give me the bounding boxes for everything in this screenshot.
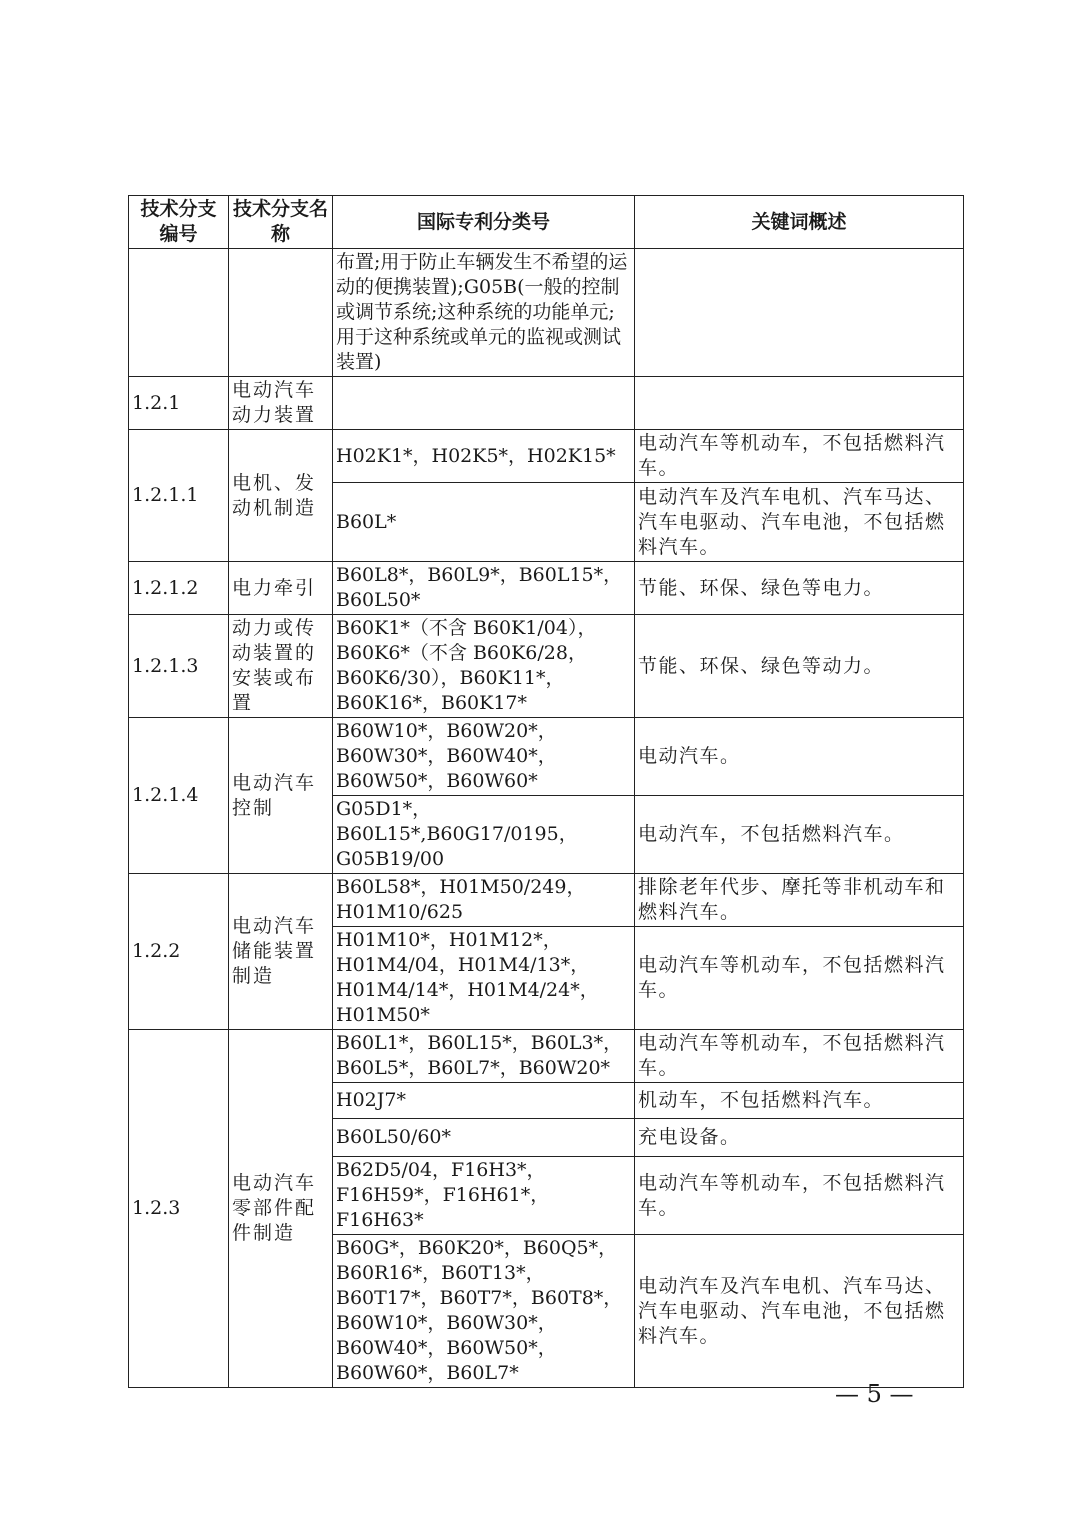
keyword-cell: 电动汽车等机动车，不包括燃料汽车。 [635,927,964,1030]
ipc-cell: B60L8*，B60L9*，B60L15*，B60L50* [333,562,635,615]
ipc-cell: G05D1*，B60L15*,B60G17/0195，G05B19/00 [333,796,635,874]
keyword-cell: 机动车，不包括燃料汽车。 [635,1083,964,1119]
keyword-cell: 电动汽车等机动车，不包括燃料汽车。 [635,1030,964,1083]
branch-name: 电力牵引 [229,562,333,615]
ipc-cell: B60L58*，H01M50/249，H01M10/625 [333,874,635,927]
ipc-classification-table [128,195,964,1388]
empty-cell [229,249,333,377]
ipc-cell: B60L1*，B60L15*，B60L3*，B60L5*，B60L7*，B60W20* [333,1030,635,1083]
table-row [129,377,964,430]
ipc-cell: B60K1*（不含 B60K1/04），B60K6*（不含 B60K6/28，B60K6/30），B60K11*，B60K16*，B60K17* [333,615,635,718]
keyword-cell: 电动汽车及汽车电机、汽车马达、汽车电驱动、汽车电池，不包括燃料汽车。 [635,1235,964,1388]
ipc-cell: 布置;用于防止车辆发生不希望的运动的便携装置);G05B(一般的控制或调节系统;这种系统的功能单元;用于这种系统或单元的监视或测试装置) [333,249,635,377]
branch-code: 1.2.1 [129,377,229,430]
empty-cell [635,249,964,377]
empty-cell [635,377,964,430]
keyword-cell: 电动汽车等机动车，不包括燃料汽车。 [635,1157,964,1235]
empty-cell [333,377,635,430]
page-number: — 5 — [835,1380,914,1408]
table-row [129,249,964,377]
keyword-cell: 电动汽车及汽车电机、汽车马达、汽车电驱动、汽车电池，不包括燃料汽车。 [635,483,964,562]
ipc-cell: H02J7* [333,1083,635,1119]
branch-code: 1.2.1.1 [129,430,229,562]
ipc-cell: B62D5/04，F16H3*，F16H59*，F16H61*，F16H63* [333,1157,635,1235]
branch-code: 1.2.1.3 [129,615,229,718]
ipc-cell: B60L50/60* [333,1119,635,1157]
header-branch-code: 技术分支编号 [129,196,229,249]
keyword-cell: 节能、环保、绿色等动力。 [635,615,964,718]
ipc-cell: H01M10*，H01M12*，H01M4/04，H01M4/13*，H01M4/14*，H01M4/24*，H01M50* [333,927,635,1030]
ipc-cell: B60L* [333,483,635,562]
ipc-cell: H02K1*，H02K5*，H02K15* [333,430,635,483]
branch-name: 电动汽车储能装置制造 [229,874,333,1030]
empty-cell [129,249,229,377]
table-row [129,718,964,796]
table-row [129,430,964,483]
branch-code: 1.2.1.4 [129,718,229,874]
header-branch-name: 技术分支名称 [229,196,333,249]
table-row [129,562,964,615]
keyword-cell: 电动汽车等机动车，不包括燃料汽车。 [635,430,964,483]
table-row [129,1030,964,1083]
branch-name: 电动汽车动力装置 [229,377,333,430]
branch-code: 1.2.2 [129,874,229,1030]
branch-name: 动力或传动装置的安装或布置 [229,615,333,718]
table-header-row [129,196,964,249]
branch-code: 1.2.1.2 [129,562,229,615]
keyword-cell: 排除老年代步、摩托等非机动车和燃料汽车。 [635,874,964,927]
header-keywords: 关键词概述 [635,196,964,249]
header-ipc: 国际专利分类号 [333,196,635,249]
branch-name: 电动汽车控制 [229,718,333,874]
branch-code: 1.2.3 [129,1030,229,1388]
ipc-cell: B60G*，B60K20*，B60Q5*，B60R16*，B60T13*，B60T17*，B60T7*，B60T8*，B60W10*，B60W30*，B60W40*，B60W50*，B60W60*，B60L7* [333,1235,635,1388]
keyword-cell: 节能、环保、绿色等电力。 [635,562,964,615]
keyword-cell: 电动汽车。 [635,718,964,796]
ipc-cell: B60W10*，B60W20*，B60W30*，B60W40*，B60W50*，B60W60* [333,718,635,796]
table-row [129,874,964,927]
keyword-cell: 电动汽车，不包括燃料汽车。 [635,796,964,874]
table-row [129,615,964,718]
branch-name: 电动汽车零部件配件制造 [229,1030,333,1388]
branch-name: 电机、发动机制造 [229,430,333,562]
keyword-cell: 充电设备。 [635,1119,964,1157]
